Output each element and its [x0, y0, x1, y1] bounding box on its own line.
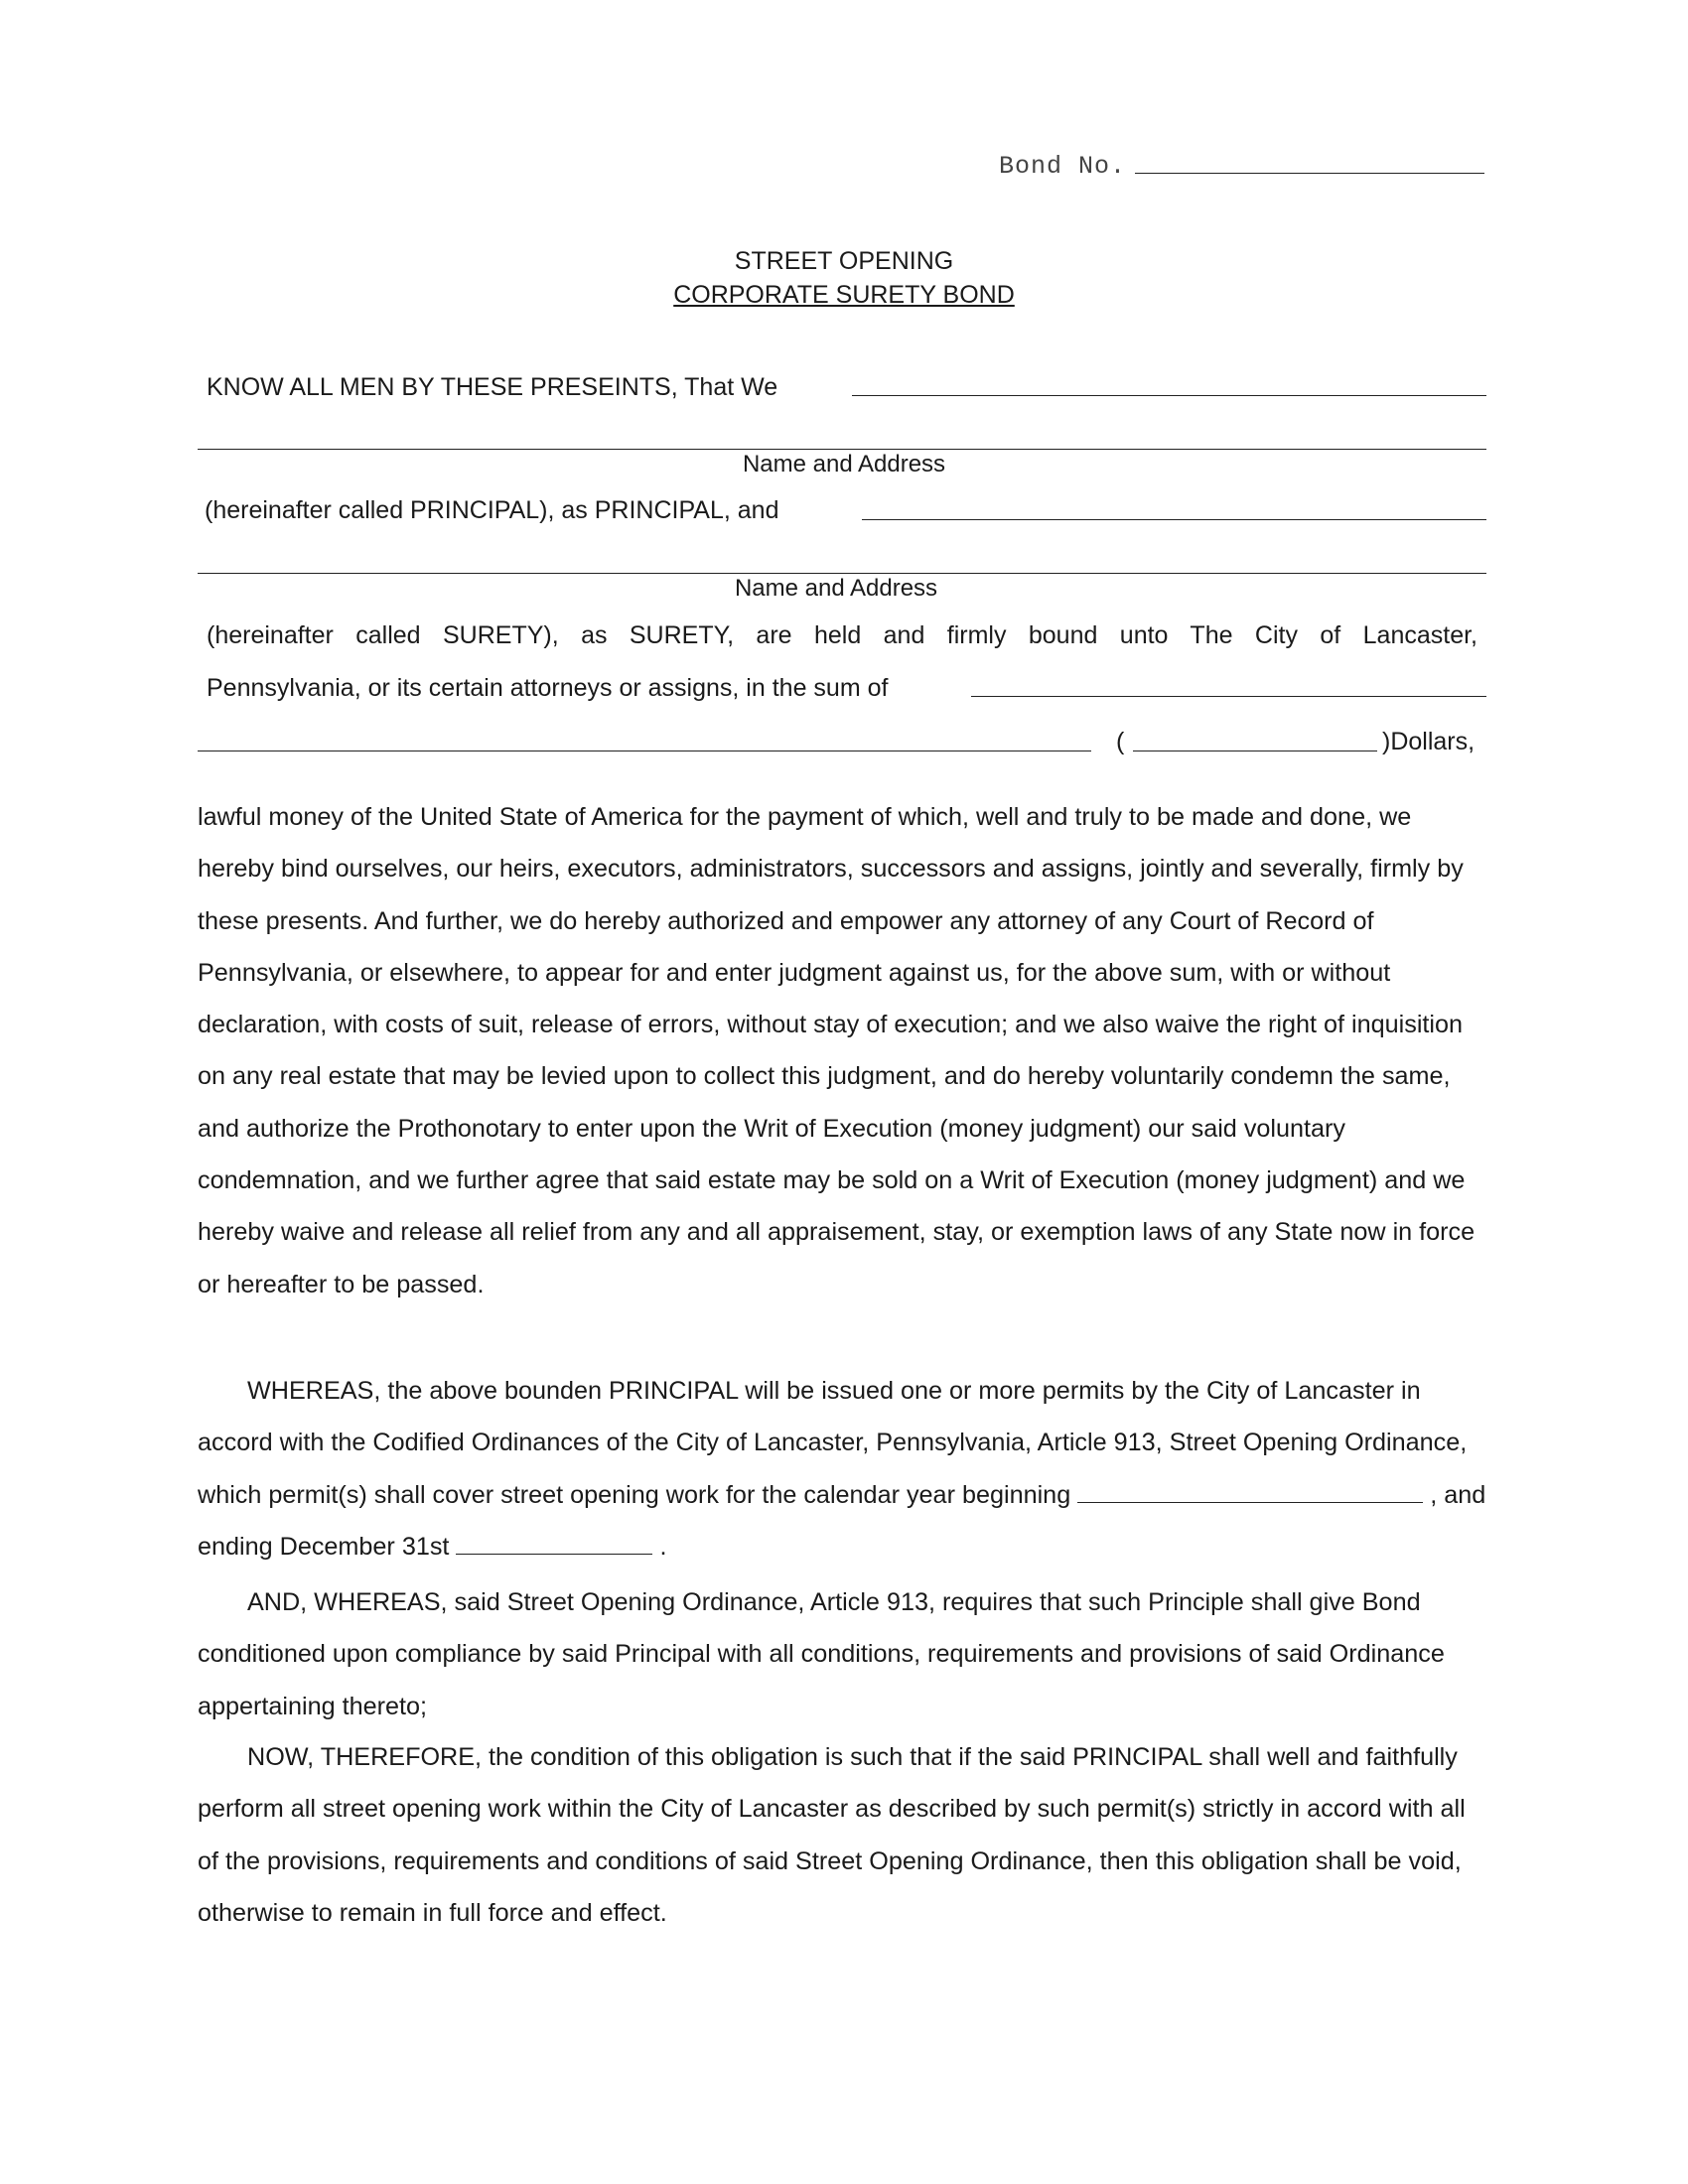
sum-words-field-1[interactable]	[971, 696, 1486, 697]
surety-address-field[interactable]	[198, 573, 1486, 574]
period-text: .	[659, 1532, 667, 1561]
principal-address-field[interactable]	[198, 449, 1486, 450]
and-whereas-paragraph-text: AND, WHEREAS, said Street Opening Ordinance, Article 913, requires that such Principle shall give Bond conditioned upon compliance by said Principal with all conditions, requirements and provisions of said Ordinance appertaining thereto;	[198, 1588, 1445, 1720]
binding-paragraph-text: lawful money of the United State of America for the payment of which, well and truly to be made and done, we hereby bind ourselves, our heirs, executors, administrators, successors and assigns, jointly and severally, firmly by these presents. And further, we do hereby authorized and empower any attorney of any Court of Record of Pennsylvania, or elsewhere, to appear for and enter judgment against us, for the above sum, with or without declaration, with costs of suit, release of errors, without stay of execution; and we also waive the right of inquisition on any real estate that may be levied upon to collect this judgment, and do hereby voluntarily condemn the same, and authorize the Prothonotary to enter upon the Writ of Execution (money judgment) our said voluntary condemnation, and we further agree that said estate may be sold on a Writ of Execution (money judgment) and we hereby waive and release all relief from any and all appraisement, stay, or exemption laws of any State now in force or hereafter to be passed.	[198, 803, 1476, 1298]
whereas-text: WHEREAS, the above bounden PRINCIPAL will be issued one or more permits by the City of Lancaster in accord with the Codified Ordinances of the City of Lancaster, Pennsylvania, Article 913, Street Opening Ordinance, which permit(s) shall cover street opening work for the calendar year beginning	[198, 1377, 1468, 1509]
ending-text: , and ending December 31st	[198, 1480, 1486, 1561]
principal-name-field[interactable]	[852, 395, 1486, 396]
name-address-caption: Name and Address	[734, 575, 938, 602]
whereas-paragraph-text	[198, 1365, 1488, 1572]
know-all-men-text: KNOW ALL MEN BY THESE PRESEINTS, That We	[207, 373, 778, 401]
document-title: STREET OPENING	[734, 247, 954, 275]
surety-name-field[interactable]	[862, 519, 1486, 520]
bond-no-label: Bond No.	[999, 152, 1127, 181]
open-paren: (	[1116, 728, 1125, 755]
bond-no-field[interactable]	[1135, 173, 1484, 174]
now-therefore-paragraph-text: NOW, THEREFORE, the condition of this obligation is such that if the said PRINCIPAL shall well and faithfully perform all street opening work within the City of Lancaster as described by such permit(s) strictly in accord with all of the provisions, requirements and conditions of said Street Opening Ordinance, then this obligation shall be void, otherwise to remain in full force and effect.	[198, 1743, 1466, 1927]
principal-clause-text: (hereinafter called PRINCIPAL), as PRINCIPAL, and	[205, 496, 779, 524]
now-therefore-paragraph	[198, 1731, 1488, 1939]
document-subtitle: CORPORATE SURETY BOND	[673, 281, 1015, 309]
beginning-date-field[interactable]	[1077, 1482, 1423, 1503]
ending-year-field[interactable]	[456, 1534, 652, 1555]
surety-clause-text: (hereinafter called SURETY), as SURETY, are held and firmly bound unto The City of Lancaster,	[207, 621, 1477, 649]
sum-clause-text: Pennsylvania, or its certain attorneys or assigns, in the sum of	[207, 674, 889, 702]
dollars-text: )Dollars,	[1382, 728, 1476, 755]
whereas-paragraph	[198, 1365, 1488, 1572]
binding-paragraph	[198, 791, 1488, 1310]
and-whereas-paragraph	[198, 1576, 1488, 1732]
name-address-caption: Name and Address	[742, 451, 946, 478]
